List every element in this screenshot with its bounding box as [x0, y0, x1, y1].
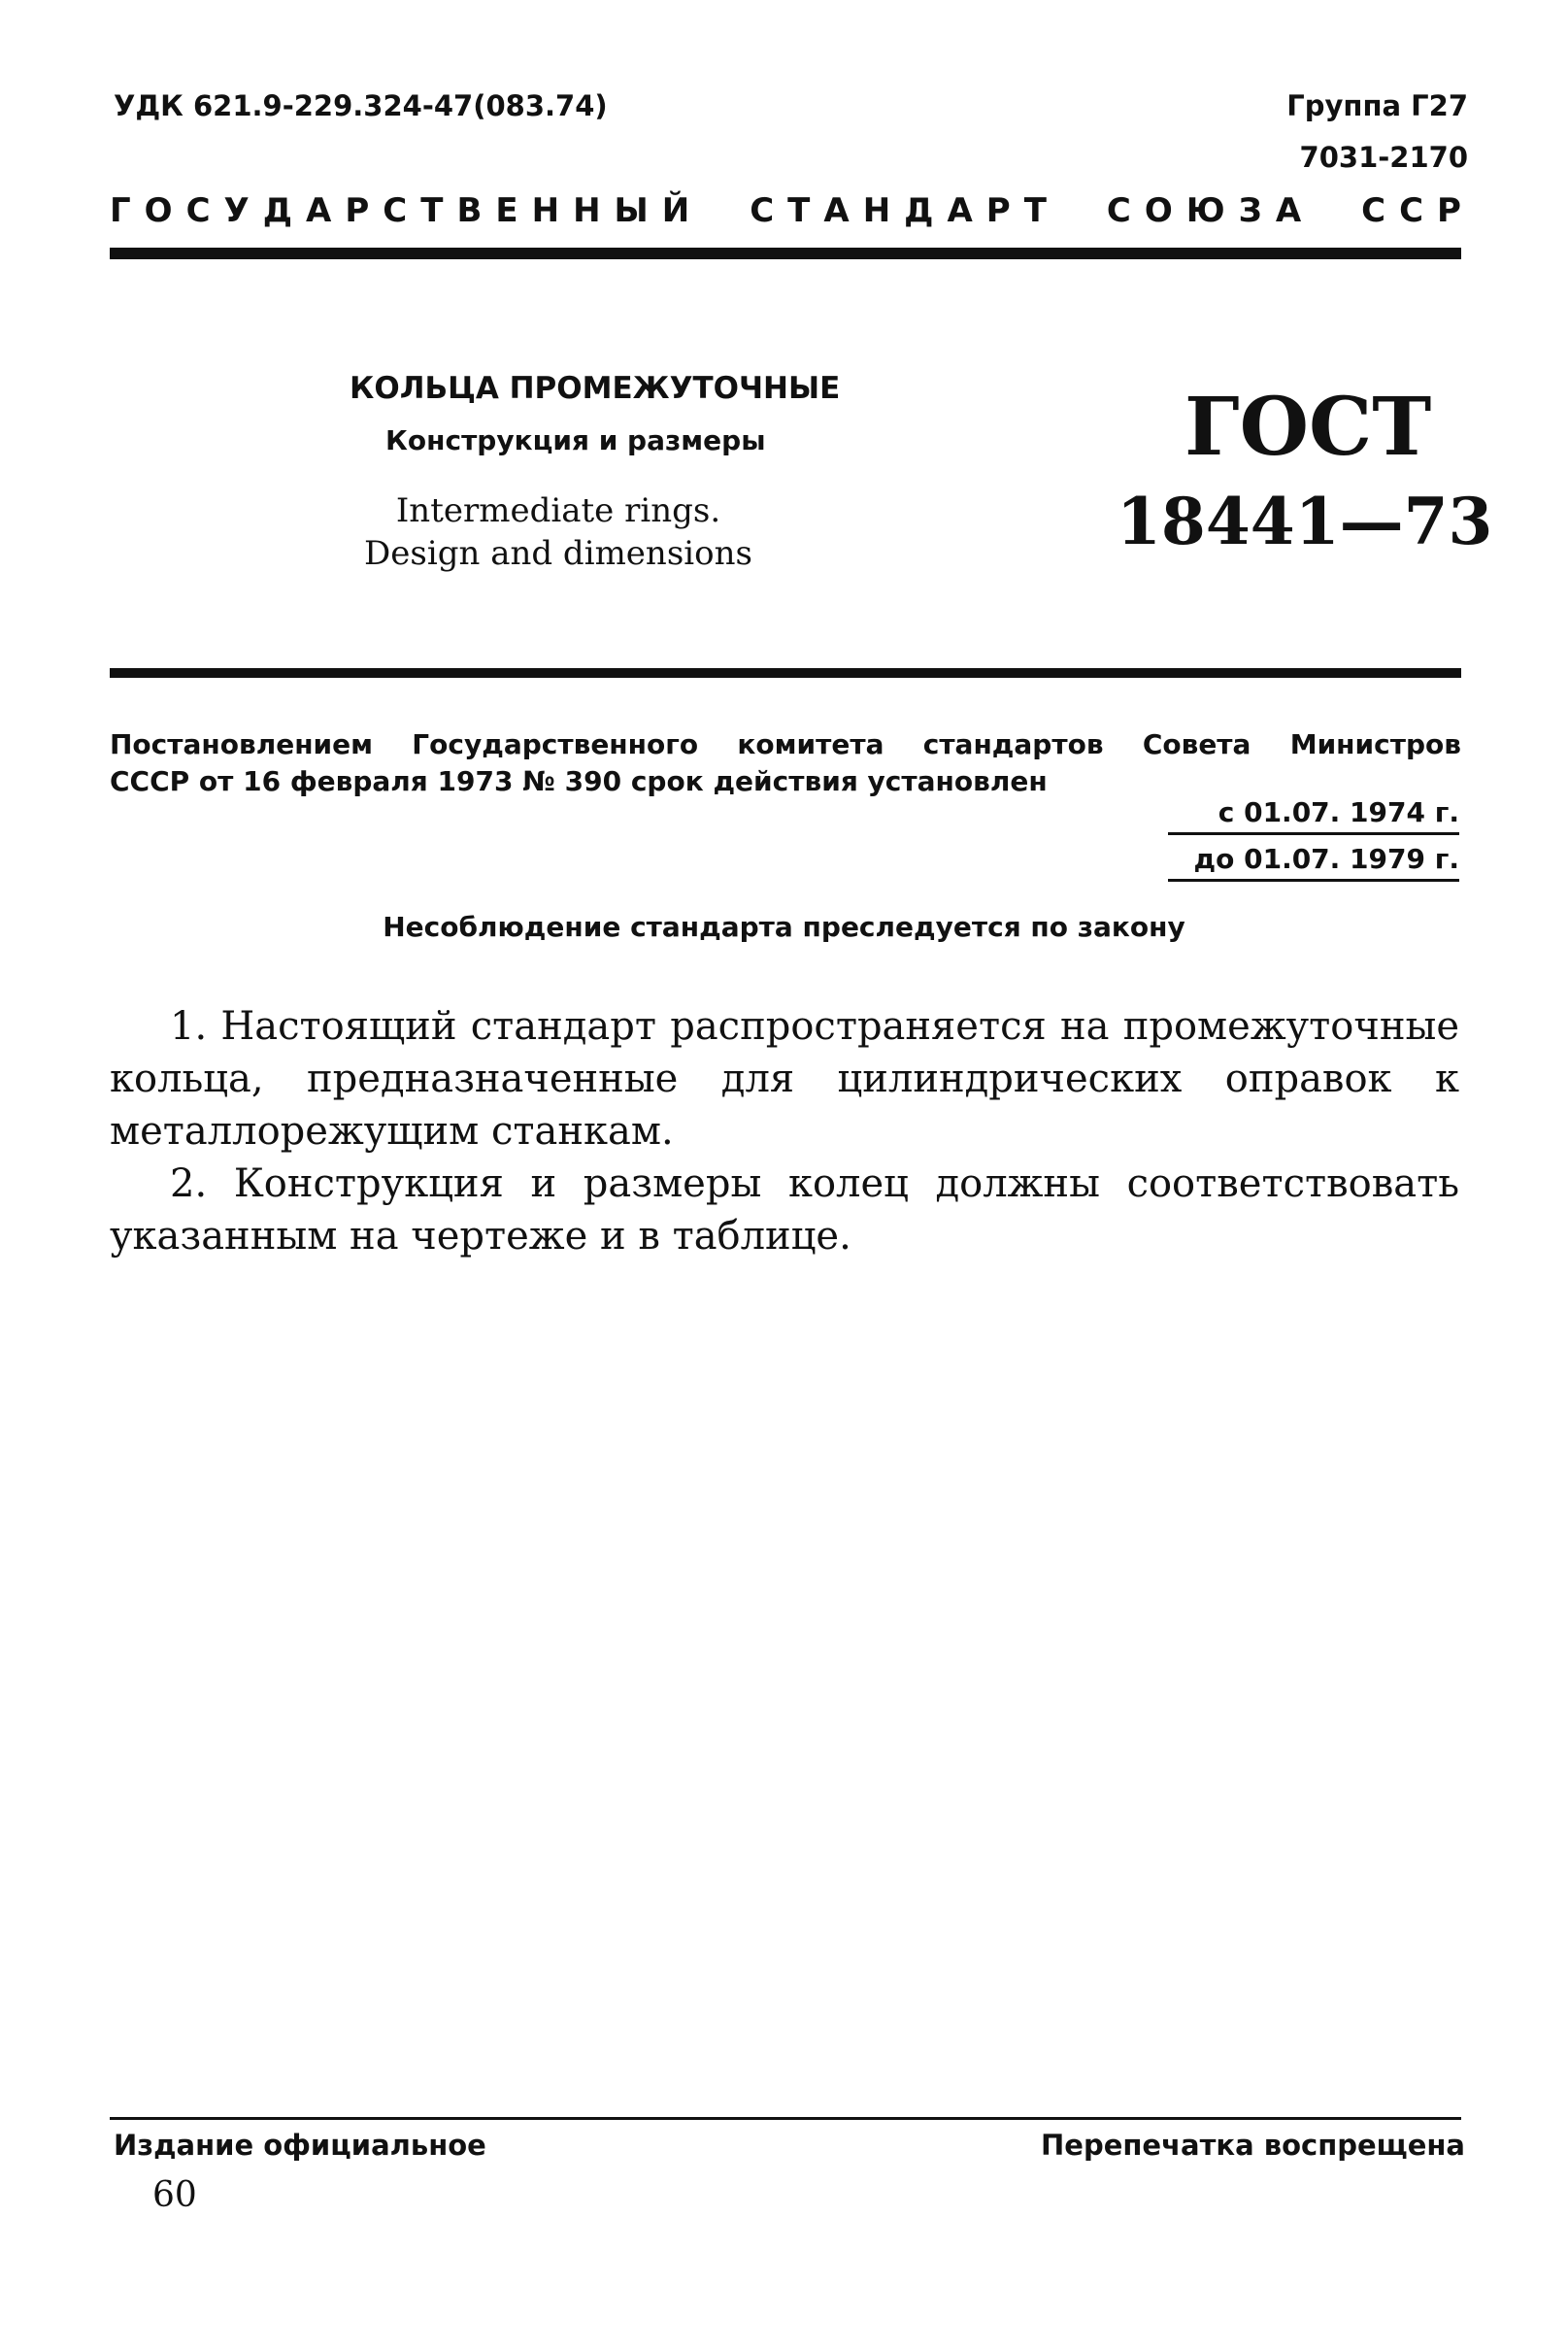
title-en-line2: Design and dimensions — [364, 534, 752, 573]
heading-letter: Ю — [1185, 191, 1225, 230]
middle-rule — [110, 668, 1461, 678]
paragraph-2: 2. Конструкция и размеры колец должны соответствовать указанным на чертеже и в таблице. — [110, 1161, 1459, 1259]
heading-letter: У — [223, 191, 250, 230]
heading-letter: Н — [862, 191, 891, 230]
heading-letter: А — [1275, 191, 1302, 230]
gost-label: ГОСТ — [1184, 381, 1432, 474]
heading-letter: З — [1238, 191, 1262, 230]
heading-letter: О — [1144, 191, 1173, 230]
classification-code: 7031-2170 — [1299, 141, 1468, 174]
heading-letter: С — [1399, 191, 1424, 230]
heading-letter: Т — [1023, 191, 1047, 230]
reprint-prohibited: Перепечатка воспрещена — [1041, 2129, 1465, 2162]
heading-word-4 — [1361, 191, 1461, 230]
decree-word: Государственного — [412, 728, 699, 760]
official-edition: Издание официальное — [114, 2129, 486, 2162]
heading-letter: А — [823, 191, 850, 230]
decree-line2: СССР от 16 февраля 1973 № 390 срок действия установлен — [110, 765, 1048, 797]
heading-letter: Ы — [614, 191, 649, 230]
gost-number: 18441—73 — [1117, 484, 1493, 559]
heading-letter: Д — [904, 191, 934, 230]
heading-letter: Р — [345, 191, 370, 230]
group-code: Группа Г27 — [1286, 89, 1468, 122]
decree-word: Постановлением — [110, 728, 374, 760]
heading-letter: Т — [787, 191, 811, 230]
subtitle-ru: Конструкция и размеры — [385, 424, 766, 456]
decree-word: комитета — [737, 728, 884, 760]
heading-letter: Г — [110, 191, 131, 230]
heading-letter: Р — [1437, 191, 1461, 230]
heading-letter: Е — [495, 191, 518, 230]
heading-word-1 — [110, 191, 689, 230]
heading-letter: Д — [262, 191, 293, 230]
title-en — [350, 489, 767, 575]
heading-letter: С — [383, 191, 408, 230]
heading-letter: А — [947, 191, 973, 230]
heading-letter: С — [1106, 191, 1131, 230]
body-text — [110, 1000, 1459, 1262]
heading-letter: А — [306, 191, 332, 230]
heading-word-2 — [750, 191, 1047, 230]
decree-text — [110, 726, 1461, 800]
valid-to: до 01.07. 1979 г. — [1168, 843, 1459, 882]
state-standard-heading — [110, 191, 1461, 230]
decree-word: стандартов — [922, 728, 1104, 760]
heading-letter: Р — [985, 191, 1011, 230]
heading-letter: В — [456, 191, 483, 230]
top-rule — [110, 248, 1461, 259]
valid-from: с 01.07. 1974 г. — [1168, 796, 1459, 835]
title-ru: КОЛЬЦА ПРОМЕЖУТОЧНЫЕ — [350, 371, 841, 406]
udk-code: УДК 621.9-229.324-47(083.74) — [114, 89, 608, 122]
heading-letter: С — [1361, 191, 1386, 230]
heading-letter: О — [144, 191, 173, 230]
heading-letter: С — [185, 191, 211, 230]
law-warning: Несоблюдение стандарта преследуется по закону — [383, 911, 1185, 943]
heading-letter: С — [750, 191, 775, 230]
decree-line1 — [110, 726, 1461, 763]
heading-letter: Й — [661, 191, 690, 230]
heading-letter: Н — [531, 191, 560, 230]
heading-letter: Т — [420, 191, 444, 230]
decree-word: Совета — [1142, 728, 1251, 760]
title-en-line1: Intermediate rings. — [395, 491, 721, 530]
paragraph-1: 1. Настоящий стандарт распространяется на промежуточные кольца, предназначенные для цилиндрических оправок к металлорежущим станкам. — [110, 1004, 1459, 1154]
page-number: 60 — [152, 2175, 197, 2215]
decree-word: Министров — [1289, 728, 1461, 760]
bottom-rule — [110, 2117, 1461, 2120]
heading-letter: Н — [573, 191, 601, 230]
heading-word-3 — [1107, 191, 1301, 230]
